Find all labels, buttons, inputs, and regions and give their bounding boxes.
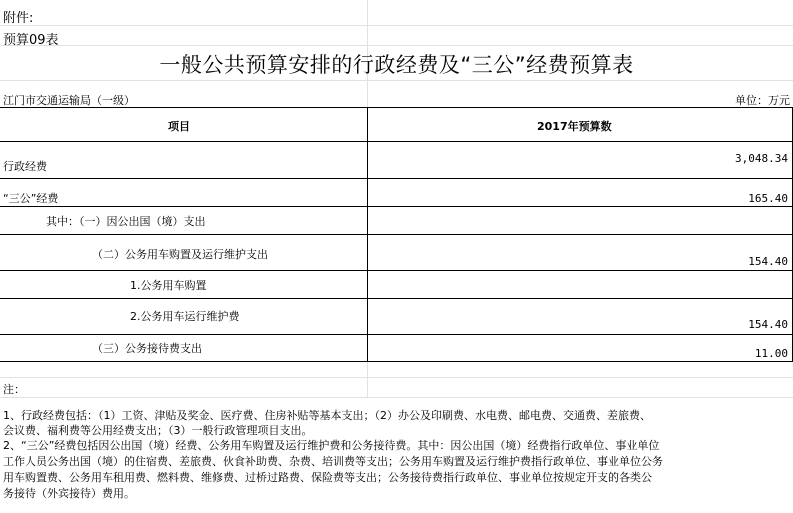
note-line: 1、行政经费包括：（1）工资、津贴及奖金、医疗费、住房补贴等基本支出；（2）办公及印刷费、水电费、邮电费、交通费、差旅费、	[3, 409, 651, 422]
gridline	[0, 397, 793, 398]
table-row-value: 154.40	[748, 255, 788, 268]
table-row-value: 154.40	[748, 318, 788, 331]
column-header-budget: 2017年预算数	[537, 120, 612, 133]
note-line: 会议费、福利费等公用经费支出；（3）一般行政管理项目支出。	[3, 424, 313, 437]
table-border-bottom	[0, 361, 793, 362]
note-line: 2、“三公”经费包括因公出国（境）经费、公务用车购置及运行维护费和公务接待费。其中：因公出国（境）经费指行政单位、事业单位	[3, 439, 660, 452]
table-number: 预算09表	[3, 33, 59, 48]
unit-label: 单位：万元	[735, 94, 790, 107]
row-divider	[0, 234, 793, 235]
table-row-value: 11.00	[754, 347, 788, 360]
gridline	[0, 45, 793, 46]
table-row-label: 行政经费	[3, 160, 47, 173]
notes-heading: 注：	[3, 383, 25, 396]
note-line: 工作人员公务出国（境）的住宿费、差旅费、伙食补助费、杂费、培训费等支出；公务用车购置及运行维护费指行政单位、事业单位公务	[3, 455, 663, 468]
gridline	[0, 25, 793, 26]
gridline	[367, 362, 368, 398]
row-divider	[0, 334, 793, 335]
table-row-value: 165.40	[748, 192, 788, 205]
table-row-label: “三公”经费	[3, 192, 59, 205]
note-line: 务接待（外宾接待）费用。	[3, 487, 135, 500]
table-row-label: （三）公务接待费支出	[92, 342, 202, 355]
table-row-label: 其中：（一）因公出国（境）支出	[46, 215, 206, 228]
attachment-label: 附件:	[3, 11, 34, 26]
table-row-value: 3,048.34	[735, 152, 788, 165]
table-border-top	[0, 107, 793, 108]
table-row-label: （二）公务用车购置及运行维护支出	[92, 248, 268, 261]
table-row-label: 2.公务用车运行维护费	[130, 310, 240, 323]
gridline	[0, 80, 793, 81]
row-divider	[0, 270, 793, 271]
column-divider	[367, 107, 368, 362]
unit-name: 江门市交通运输局（一级）	[3, 94, 135, 107]
row-divider	[0, 206, 793, 207]
note-line: 用车购置费、公务用车租用费、燃料费、维修费、过桥过路费、保险费等支出；公务接待费指行政单位、事业单位按规定开支的各类公	[3, 471, 652, 484]
page-title: 一般公共预算安排的行政经费及“三公”经费预算表	[159, 53, 634, 77]
gridline	[0, 377, 793, 378]
row-divider	[0, 298, 793, 299]
column-header-item: 项目	[168, 120, 190, 133]
row-divider	[0, 178, 793, 179]
table-row-label: 1.公务用车购置	[130, 279, 207, 292]
table-header-divider	[0, 141, 793, 142]
